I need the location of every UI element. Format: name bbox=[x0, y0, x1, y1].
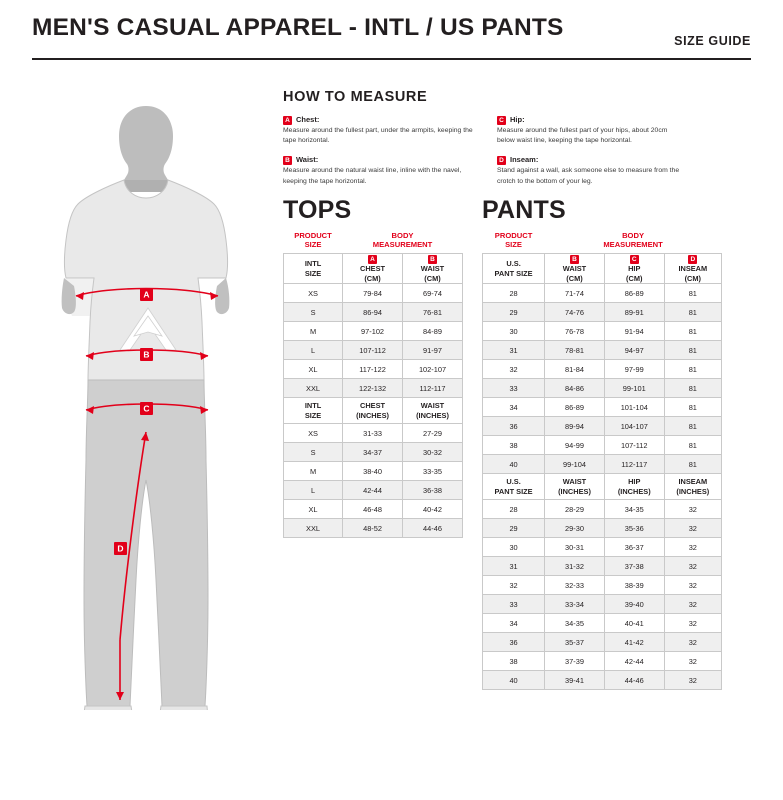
cell: 30 bbox=[483, 538, 545, 557]
table-row bbox=[483, 398, 722, 417]
svg-text:A: A bbox=[143, 289, 150, 300]
cell: S bbox=[284, 443, 343, 462]
cell: 35-37 bbox=[545, 633, 605, 652]
svg-text:C: C bbox=[143, 403, 150, 414]
badge-c-icon: C bbox=[630, 255, 639, 264]
cell: 32 bbox=[664, 519, 721, 538]
how-to-measure-item-desc: Stand against a wall, ask someone else to measure from the crotch to the bottom of your leg. bbox=[497, 167, 680, 185]
cell: 29 bbox=[483, 519, 545, 538]
pants-product-size-label: PRODUCT SIZE bbox=[494, 231, 533, 250]
how-to-measure-column-right bbox=[497, 115, 687, 196]
cell: 81 bbox=[664, 322, 721, 341]
badge-b-icon: B bbox=[570, 255, 579, 264]
pants-cm-header-row bbox=[483, 253, 722, 283]
cell: 81 bbox=[664, 417, 721, 436]
tops-in-col-chest: CHEST (INCHES) bbox=[343, 398, 403, 424]
page-title: MEN'S CASUAL APPAREL - INTL / US PANTS bbox=[32, 14, 564, 41]
measurement-figure bbox=[28, 100, 263, 710]
pants-title: PANTS bbox=[482, 196, 566, 224]
cell: 94-97 bbox=[604, 341, 664, 360]
cell: 79-84 bbox=[343, 284, 403, 303]
pants-section bbox=[482, 196, 722, 690]
cell: 36 bbox=[483, 417, 545, 436]
pants-cm-col-size: U.S. PANT SIZE bbox=[483, 253, 545, 283]
tops-title: TOPS bbox=[283, 196, 352, 224]
cell: 94-99 bbox=[545, 436, 605, 455]
cell: 33-34 bbox=[545, 595, 605, 614]
table-row bbox=[483, 341, 722, 360]
table-row bbox=[483, 538, 722, 557]
cell: 30-31 bbox=[545, 538, 605, 557]
how-to-measure-item bbox=[283, 155, 473, 186]
cell: 38 bbox=[483, 436, 545, 455]
cell: 30-32 bbox=[403, 443, 463, 462]
cell: 46-48 bbox=[343, 500, 403, 519]
how-to-measure-item-label: Waist: bbox=[296, 155, 319, 165]
cell: 32 bbox=[664, 595, 721, 614]
cell: 78-81 bbox=[545, 341, 605, 360]
cell: 81 bbox=[664, 455, 721, 474]
table-row bbox=[284, 360, 463, 379]
cell: 36 bbox=[483, 633, 545, 652]
cell: 33 bbox=[483, 595, 545, 614]
cell: 34-37 bbox=[343, 443, 403, 462]
how-to-measure-item-label: Hip: bbox=[510, 115, 525, 124]
badge-c-icon: C bbox=[497, 116, 506, 125]
cell: 32 bbox=[664, 671, 721, 690]
cell: 99-104 bbox=[545, 455, 605, 474]
table-row bbox=[483, 652, 722, 671]
svg-text:D: D bbox=[117, 543, 124, 554]
how-to-measure-item-desc: Measure around the natural waist line, inline with the navel, keeping the tape horizontal. bbox=[283, 167, 462, 185]
cell: 101-104 bbox=[604, 398, 664, 417]
cell: 37-39 bbox=[545, 652, 605, 671]
table-row bbox=[284, 322, 463, 341]
cell: 112-117 bbox=[403, 379, 463, 398]
cell: 32 bbox=[483, 360, 545, 379]
how-to-measure-item-desc: Measure around the fullest part, under the armpits, keeping the tape horizontal. bbox=[283, 127, 473, 145]
cell: XL bbox=[284, 500, 343, 519]
cell: 117-122 bbox=[343, 360, 403, 379]
header-divider bbox=[32, 58, 751, 60]
cell: 33-35 bbox=[403, 462, 463, 481]
cell: XS bbox=[284, 424, 343, 443]
cell: 34-35 bbox=[604, 500, 664, 519]
cell: 40-41 bbox=[604, 614, 664, 633]
cell: 32 bbox=[664, 614, 721, 633]
cell: 32 bbox=[664, 538, 721, 557]
cell: 81 bbox=[664, 341, 721, 360]
how-to-measure-section bbox=[283, 89, 753, 196]
cell: 32-33 bbox=[545, 576, 605, 595]
cell: 28 bbox=[483, 500, 545, 519]
cell: 81 bbox=[664, 303, 721, 322]
cell: XXL bbox=[284, 379, 343, 398]
cell: 32 bbox=[664, 576, 721, 595]
table-row bbox=[483, 500, 722, 519]
size-guide-label: SIZE GUIDE bbox=[674, 34, 751, 48]
cell: 107-112 bbox=[604, 436, 664, 455]
table-row bbox=[483, 671, 722, 690]
table-row bbox=[483, 519, 722, 538]
cell: 84-89 bbox=[403, 322, 463, 341]
cell: 36-37 bbox=[604, 538, 664, 557]
tops-group-header-row bbox=[284, 231, 463, 253]
how-to-measure-column-left bbox=[283, 115, 473, 196]
cell: 38-40 bbox=[343, 462, 403, 481]
cell: 32 bbox=[664, 500, 721, 519]
pants-in-col-waist: WAIST (INCHES) bbox=[545, 474, 605, 500]
how-to-measure-item-label: Inseam: bbox=[510, 155, 539, 165]
cell: 40-42 bbox=[403, 500, 463, 519]
cell: 34 bbox=[483, 614, 545, 633]
cell: 112-117 bbox=[604, 455, 664, 474]
table-row bbox=[284, 284, 463, 303]
pants-in-col-size: U.S. PANT SIZE bbox=[483, 474, 545, 500]
cell: XL bbox=[284, 360, 343, 379]
tops-product-size-label: PRODUCT SIZE bbox=[294, 231, 332, 250]
cell: 32 bbox=[483, 576, 545, 595]
pants-body-measurement-label: BODY MEASUREMENT bbox=[603, 231, 663, 250]
table-row bbox=[284, 424, 463, 443]
cell: 34-35 bbox=[545, 614, 605, 633]
cell: 28 bbox=[483, 284, 545, 303]
cell: M bbox=[284, 322, 343, 341]
cell: L bbox=[284, 341, 343, 360]
table-row bbox=[483, 576, 722, 595]
table-row bbox=[483, 436, 722, 455]
how-to-measure-item bbox=[283, 115, 473, 146]
cell: 86-94 bbox=[343, 303, 403, 322]
table-row bbox=[483, 455, 722, 474]
tops-body-measurement-label: BODY MEASUREMENT bbox=[372, 231, 433, 250]
how-to-measure-title: HOW TO MEASURE bbox=[283, 89, 428, 105]
table-row bbox=[483, 322, 722, 341]
how-to-measure-item bbox=[497, 155, 687, 186]
pants-group-header-row bbox=[483, 231, 722, 253]
tops-cm-col-chest: A CHEST (CM) bbox=[343, 253, 403, 283]
cell: 31-33 bbox=[343, 424, 403, 443]
how-to-measure-item bbox=[497, 115, 687, 146]
cell: 97-99 bbox=[604, 360, 664, 379]
cell: 74-76 bbox=[545, 303, 605, 322]
cell: 38 bbox=[483, 652, 545, 671]
cell: 29-30 bbox=[545, 519, 605, 538]
table-row bbox=[483, 379, 722, 398]
cell: 28-29 bbox=[545, 500, 605, 519]
cell: 31-32 bbox=[545, 557, 605, 576]
table-row bbox=[483, 614, 722, 633]
cell: 31 bbox=[483, 557, 545, 576]
cell: 40 bbox=[483, 455, 545, 474]
cell: 81 bbox=[664, 379, 721, 398]
cell: 27-29 bbox=[403, 424, 463, 443]
badge-a-icon: A bbox=[283, 116, 292, 125]
badge-a-icon: A bbox=[368, 255, 377, 264]
cell: 35-36 bbox=[604, 519, 664, 538]
cell: 76-81 bbox=[403, 303, 463, 322]
cell: 30 bbox=[483, 322, 545, 341]
cell: S bbox=[284, 303, 343, 322]
table-row bbox=[284, 462, 463, 481]
cell: 97-102 bbox=[343, 322, 403, 341]
pants-table bbox=[482, 231, 722, 690]
badge-b-icon: B bbox=[428, 255, 437, 264]
cell: 84-86 bbox=[545, 379, 605, 398]
cell: L bbox=[284, 481, 343, 500]
cell: 102-107 bbox=[403, 360, 463, 379]
table-row bbox=[483, 417, 722, 436]
cell: 86-89 bbox=[545, 398, 605, 417]
cell: 104-107 bbox=[604, 417, 664, 436]
tops-cm-header-row bbox=[284, 253, 463, 283]
cell: 81 bbox=[664, 360, 721, 379]
table-row bbox=[284, 443, 463, 462]
table-row bbox=[483, 595, 722, 614]
table-row bbox=[284, 519, 463, 538]
badge-d-icon: D bbox=[688, 255, 697, 264]
cell: 29 bbox=[483, 303, 545, 322]
cell: 44-46 bbox=[604, 671, 664, 690]
cell: XXL bbox=[284, 519, 343, 538]
cell: 122-132 bbox=[343, 379, 403, 398]
table-row bbox=[483, 633, 722, 652]
badge-d-icon: D bbox=[497, 156, 506, 165]
cell: 32 bbox=[664, 633, 721, 652]
cell: 37-38 bbox=[604, 557, 664, 576]
table-row bbox=[483, 303, 722, 322]
cell: M bbox=[284, 462, 343, 481]
badge-b-icon: B bbox=[283, 156, 292, 165]
cell: 107-112 bbox=[343, 341, 403, 360]
cell: 99-101 bbox=[604, 379, 664, 398]
tops-cm-col-waist: B WAIST (CM) bbox=[403, 253, 463, 283]
page-header bbox=[32, 14, 751, 60]
cell: 81 bbox=[664, 398, 721, 417]
cell: 81 bbox=[664, 284, 721, 303]
cell: 42-44 bbox=[343, 481, 403, 500]
pants-in-col-inseam: INSEAM (INCHES) bbox=[664, 474, 721, 500]
cell: 81 bbox=[664, 436, 721, 455]
cell: 42-44 bbox=[604, 652, 664, 671]
tops-section bbox=[283, 196, 463, 538]
cell: 39-40 bbox=[604, 595, 664, 614]
cell: 39-41 bbox=[545, 671, 605, 690]
tops-in-col-waist: WAIST (INCHES) bbox=[403, 398, 463, 424]
pants-in-header-row bbox=[483, 474, 722, 500]
table-row bbox=[483, 360, 722, 379]
how-to-measure-item-label: Chest: bbox=[296, 115, 320, 124]
cell: 40 bbox=[483, 671, 545, 690]
cell: 38-39 bbox=[604, 576, 664, 595]
table-row bbox=[284, 379, 463, 398]
pants-cm-col-waist: B WAIST (CM) bbox=[545, 253, 605, 283]
pants-in-col-hip: HIP (INCHES) bbox=[604, 474, 664, 500]
cell: 31 bbox=[483, 341, 545, 360]
cell: 36-38 bbox=[403, 481, 463, 500]
tops-in-header-row bbox=[284, 398, 463, 424]
cell: 91-94 bbox=[604, 322, 664, 341]
cell: 71-74 bbox=[545, 284, 605, 303]
table-row bbox=[284, 341, 463, 360]
cell: 91-97 bbox=[403, 341, 463, 360]
table-row bbox=[284, 500, 463, 519]
table-row bbox=[284, 481, 463, 500]
table-row bbox=[483, 284, 722, 303]
cell: 81-84 bbox=[545, 360, 605, 379]
table-row bbox=[483, 557, 722, 576]
how-to-measure-item-desc: Measure around the fullest part of your hips, about 20cm below waist line, keeping the tape horizontal. bbox=[497, 127, 668, 145]
cell: XS bbox=[284, 284, 343, 303]
pants-cm-col-inseam: D INSEAM (CM) bbox=[664, 253, 721, 283]
pants-cm-col-hip: C HIP (CM) bbox=[604, 253, 664, 283]
cell: 89-94 bbox=[545, 417, 605, 436]
cell: 33 bbox=[483, 379, 545, 398]
cell: 44-46 bbox=[403, 519, 463, 538]
tops-in-col-size: INTL SIZE bbox=[284, 398, 343, 424]
tops-cm-col-size: INTL SIZE bbox=[284, 253, 343, 283]
cell: 41-42 bbox=[604, 633, 664, 652]
tops-table bbox=[283, 231, 463, 538]
svg-text:B: B bbox=[143, 349, 150, 360]
cell: 76-78 bbox=[545, 322, 605, 341]
cell: 34 bbox=[483, 398, 545, 417]
cell: 48-52 bbox=[343, 519, 403, 538]
cell: 32 bbox=[664, 557, 721, 576]
table-row bbox=[284, 303, 463, 322]
cell: 69-74 bbox=[403, 284, 463, 303]
cell: 86-89 bbox=[604, 284, 664, 303]
cell: 32 bbox=[664, 652, 721, 671]
cell: 89-91 bbox=[604, 303, 664, 322]
